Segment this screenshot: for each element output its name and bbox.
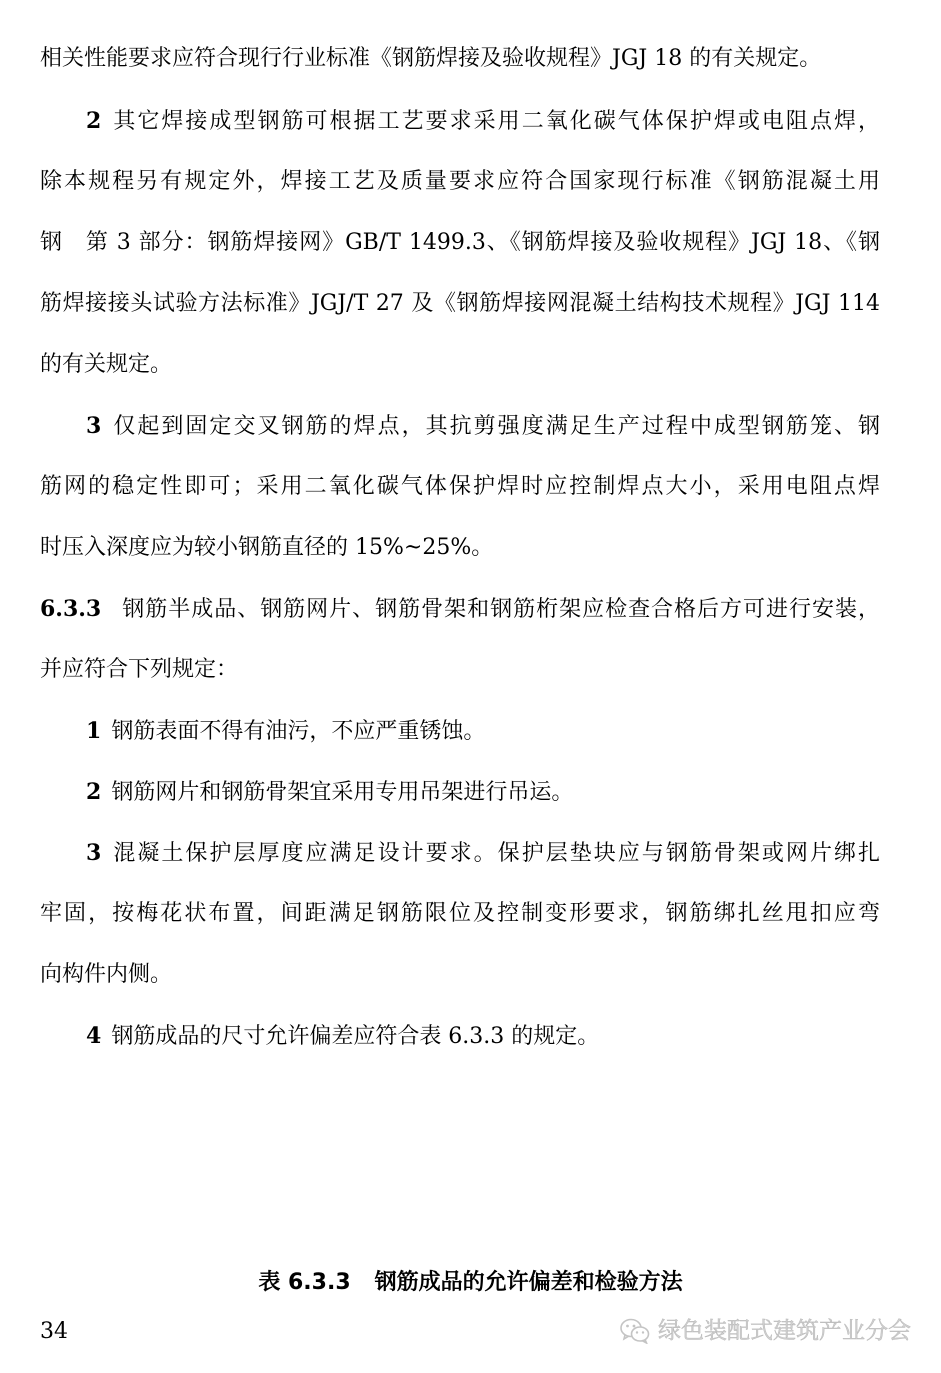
text-line: 并应符合下列规定： [40, 657, 239, 682]
item-number: 3 [86, 413, 102, 439]
watermark-text: 绿色装配式建筑产业分会 [658, 1318, 911, 1344]
watermark [620, 1316, 911, 1346]
text-line: 相关性能要求应符合现行行业标准《钢筋焊接及验收规程》JGJ 18 的有关规定。 [40, 46, 822, 71]
text-line: 向构件内侧。 [40, 962, 173, 987]
text-line: 钢筋表面不得有油污，不应严重锈蚀。 [111, 719, 486, 744]
clause-number: 6.3.3 [40, 596, 102, 622]
paragraph-line [40, 899, 880, 929]
text-line: 牢固，按梅花状布置，间距满足钢筋限位及控制变形要求，钢筋绑扎丝甩扣应弯 [40, 901, 880, 926]
list-item [86, 777, 880, 808]
wechat-icon [620, 1318, 650, 1344]
item-number: 2 [86, 108, 102, 134]
paragraph-line [40, 228, 880, 258]
text-line: 筋焊接接头试验方法标准》JGJ/T 27 及《钢筋焊接网混凝土结构技术规程》JGJ 114 [40, 291, 880, 316]
text-line: 钢筋成品的尺寸允许偏差应符合表 6.3.3 的规定。 [111, 1024, 600, 1049]
paragraph-line [40, 655, 880, 685]
paragraph-line [40, 533, 880, 563]
text-line: 筋网的稳定性即可；采用二氧化碳气体保护焊时应控制焊点大小，采用电阻点焊 [40, 474, 880, 499]
paragraph-line [40, 44, 880, 74]
item-number: 1 [86, 718, 102, 744]
list-item [86, 1021, 880, 1052]
text-line: 钢 第 3 部分：钢筋焊接网》GB/T 1499.3、《钢筋焊接及验收规程》JGJ 18、《钢 [40, 230, 880, 255]
text-line: 混凝土保护层厚度应满足设计要求。保护层垫块应与钢筋骨架或网片绑扎 [111, 841, 880, 866]
text-line: 其它焊接成型钢筋可根据工艺要求采用二氧化碳气体保护焊或电阻点焊， [111, 109, 880, 134]
list-item [86, 716, 880, 747]
text-line: 时压入深度应为较小钢筋直径的 15%~25%。 [40, 535, 494, 560]
paragraph-line [40, 960, 880, 990]
table-title [0, 1268, 941, 1298]
clause-line [40, 594, 880, 625]
text-line: 钢筋半成品、钢筋网片、钢筋骨架和钢筋桁架应检查合格后方可进行安装， [121, 597, 880, 622]
text-line: 钢筋网片和钢筋骨架宜采用专用吊架进行吊运。 [111, 780, 574, 805]
page-number: 34 [40, 1319, 68, 1344]
list-item [86, 838, 880, 869]
item-number: 3 [86, 840, 102, 866]
item-number: 2 [86, 779, 102, 805]
paragraph-line [86, 411, 880, 442]
table-number: 表 6.3.3 [258, 1270, 351, 1295]
paragraph-line [86, 106, 880, 137]
paragraph-line [40, 350, 880, 380]
table-caption: 钢筋成品的允许偏差和检验方法 [374, 1270, 683, 1295]
text-line: 仅起到固定交叉钢筋的焊点，其抗剪强度满足生产过程中成型钢筋笼、钢 [111, 414, 880, 439]
paragraph-line [40, 167, 880, 197]
item-number: 4 [86, 1023, 102, 1049]
paragraph-line [40, 289, 880, 319]
text-line: 除本规程另有规定外，焊接工艺及质量要求应符合国家现行标准《钢筋混凝土用 [40, 169, 880, 194]
paragraph-line [40, 472, 880, 502]
text-line: 的有关规定。 [40, 352, 173, 377]
